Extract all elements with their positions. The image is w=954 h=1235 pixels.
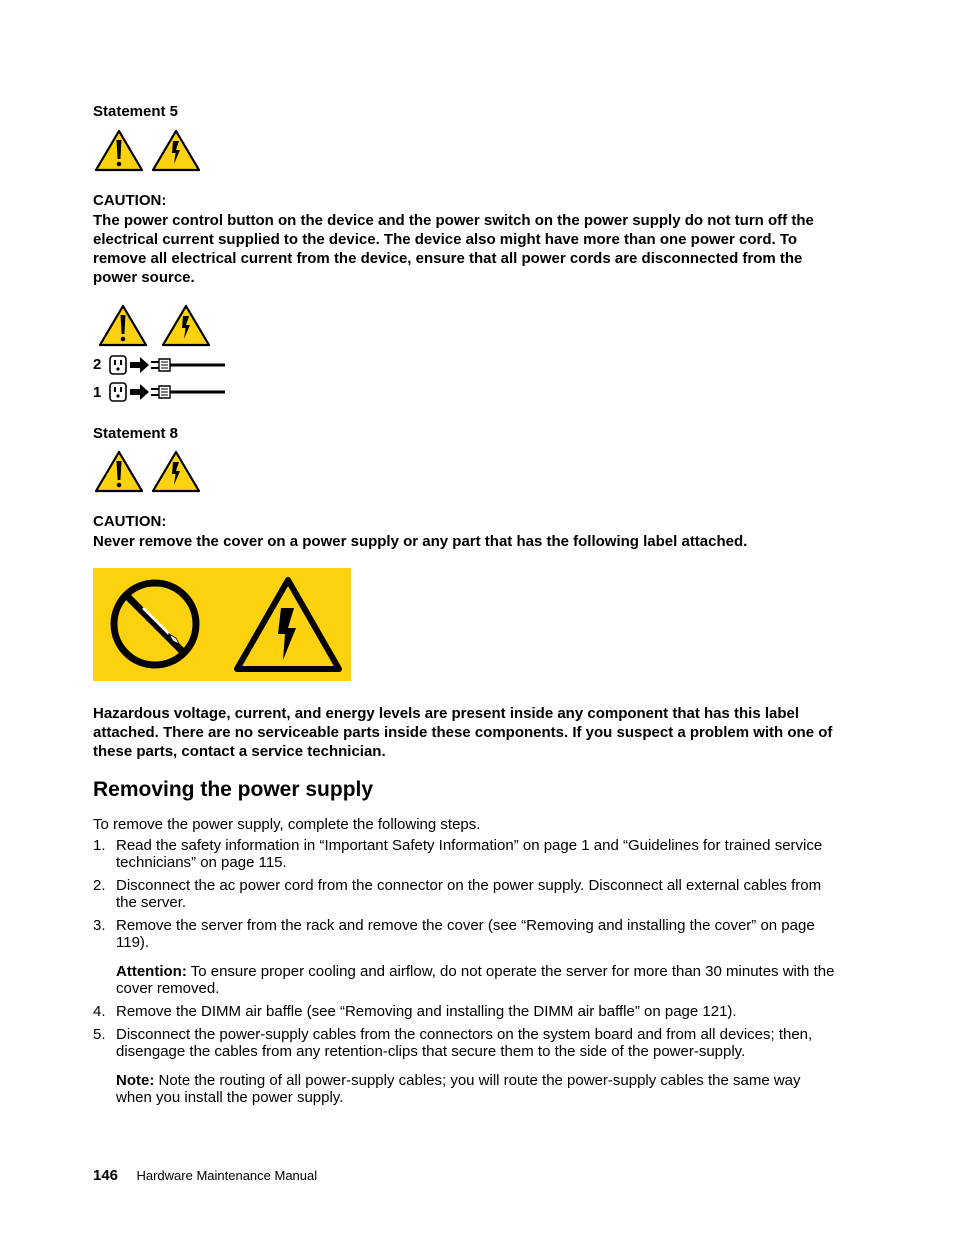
- step-text: Disconnect the ac power cord from the connector on the power supply. Disconnect all external cables from the server.: [116, 877, 822, 911]
- statement-5-caution-label: CAUTION:: [93, 192, 167, 209]
- note-label: Attention:: [116, 963, 187, 980]
- hazard-label: [93, 568, 351, 681]
- note-text: Note the routing of all power-supply cables; you will route the power-supply cables the same way when you install the power supply.: [116, 1072, 801, 1106]
- electrical-hazard-icon: [153, 131, 199, 170]
- power-cords-diagram: [93, 303, 228, 403]
- arrow-icon: [130, 357, 149, 373]
- list-item: [93, 1026, 838, 1106]
- step-number: 4.: [93, 1003, 106, 1020]
- step-number: 1.: [93, 837, 106, 854]
- hazard-warning-text: Hazardous voltage, current, and energy levels are present inside any component that has this label attached. There are no serviceable parts inside these components. If you suspect a problem with one of these parts, contact a service technician.: [93, 705, 833, 760]
- attention-note: [116, 963, 838, 997]
- power-outlet-icon: [110, 356, 126, 374]
- list-item: [93, 1003, 838, 1020]
- note-box: [116, 1072, 838, 1106]
- list-item: [93, 917, 838, 997]
- list-item: [93, 877, 838, 911]
- arrow-icon: [130, 384, 149, 400]
- section-heading: Removing the power supply: [93, 778, 374, 801]
- step-text: Read the safety information in “Important Safety Information” on page 1 and “Guidelines for trained service technicians” on page 115.: [116, 837, 823, 871]
- cord-label-2: 2: [93, 356, 102, 373]
- manual-title: Hardware Maintenance Manual: [136, 1168, 318, 1183]
- note-label: Note:: [116, 1072, 155, 1089]
- step-text: Disconnect the power-supply cables from the connectors on the system board and from all devices; then, disengage the cables from any retention-clips that secure them to the side of the power-supply.: [116, 1026, 813, 1060]
- step-number: 3.: [93, 917, 106, 934]
- step-text: Remove the DIMM air baffle (see “Removing and installing the DIMM air baffle” on page 121).: [116, 1003, 737, 1020]
- note-text: To ensure proper cooling and airflow, do not operate the server for more than 30 minutes with the cover removed.: [116, 963, 835, 997]
- statement-8-symbols: [94, 449, 202, 494]
- section-intro: To remove the power supply, complete the following steps.: [93, 816, 481, 833]
- step-number: 5.: [93, 1026, 106, 1043]
- power-outlet-icon: [110, 383, 126, 401]
- statement-8-caution-text: Never remove the cover on a power supply or any part that has the following label attached.: [93, 533, 748, 550]
- warning-exclamation-icon: [100, 306, 146, 345]
- statement-5-title: Statement 5: [93, 103, 179, 120]
- steps-list: [93, 837, 838, 1106]
- electrical-hazard-icon: [163, 306, 209, 345]
- power-plug-icon: [151, 386, 225, 398]
- statement-5-caution-text: The power control button on the device and the power switch on the power supply do not turn off the electrical current supplied to the device. The device also might have more than one power cord. To remove all electrical current from the device, ensure that all power cords are disconnected from the power source.: [93, 212, 814, 286]
- statement-8-caution-label: CAUTION:: [93, 513, 167, 530]
- step-text: Remove the server from the rack and remove the cover (see “Removing and installing the cover” on page 119).: [116, 917, 815, 951]
- statement-8-title: Statement 8: [93, 425, 179, 442]
- statement-5-symbols: [94, 128, 202, 173]
- cord-label-1: 1: [93, 384, 102, 401]
- list-item: [93, 837, 838, 871]
- warning-exclamation-icon: [96, 131, 142, 170]
- power-plug-icon: [151, 359, 225, 371]
- page-number: 146: [93, 1167, 119, 1184]
- electrical-hazard-icon: [153, 452, 199, 491]
- page-footer: [93, 1167, 317, 1185]
- step-number: 2.: [93, 877, 106, 894]
- warning-exclamation-icon: [96, 452, 142, 491]
